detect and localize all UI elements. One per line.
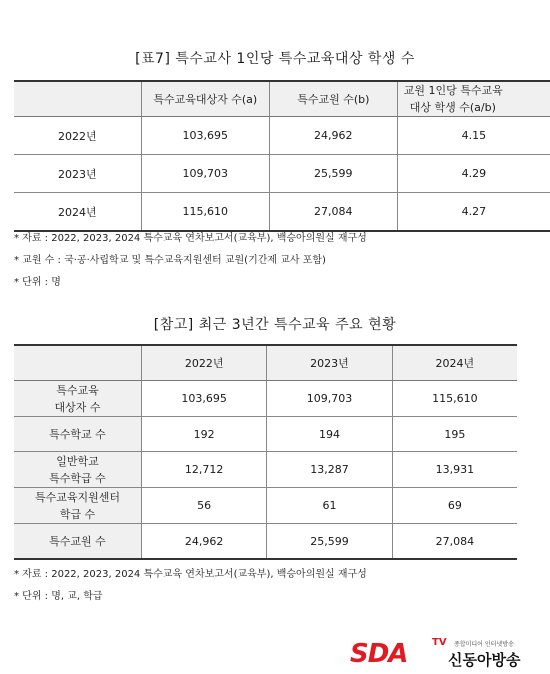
table2-cell: 25,599 (267, 524, 392, 560)
table-row (14, 417, 517, 452)
table2-row-label-line2: 학급 수 (59, 507, 96, 521)
broadcaster-logo (350, 637, 530, 667)
table1-cell: 24,962 (269, 117, 397, 155)
table2-row-label-line2: 대상자 수 (54, 400, 101, 414)
table1-header-a: 특수교육대상자 수(a) (141, 81, 269, 117)
table1-note-teachers: * 교원 수 : 국·공·사립학교 및 특수교육지원센터 교원(기간제 교사 포함) (14, 255, 326, 266)
table2-cell: 115,610 (392, 381, 517, 417)
table2 (14, 344, 517, 560)
table1-header-ratio (397, 81, 550, 117)
table1-row-label: 2023년 (14, 155, 141, 193)
table1-cell: 115,610 (141, 193, 269, 232)
table2-row-label: 특수학교 수 (14, 417, 142, 452)
table1-cell: 27,084 (269, 193, 397, 232)
table2-row-label (14, 488, 142, 524)
table2-header-empty (14, 345, 142, 381)
table1-notes (14, 228, 367, 294)
table2-cell: 195 (392, 417, 517, 452)
table1-caption: [표7] 특수교사 1인당 특수교육대상 학생 수 (135, 51, 415, 67)
logo-tv: TV (432, 637, 447, 648)
table1-row-label: 2024년 (14, 193, 141, 232)
table2-note-unit: * 단위 : 명, 교, 학급 (14, 591, 103, 602)
table1-note-source: * 자료 : 2022, 2023, 2024 특수교육 연차보고서(교육부), 백승아의원실 재구성 (14, 233, 367, 244)
table-row (14, 524, 517, 560)
table2-cell: 194 (267, 417, 392, 452)
table2-cell: 12,712 (142, 452, 267, 488)
table2-cell: 13,287 (267, 452, 392, 488)
table2-row-label-line1: 특수교육 (56, 383, 99, 397)
table2-header-year: 2023년 (267, 345, 392, 381)
table-row (14, 117, 550, 155)
table2-row-label-line1: 특수교육지원센터 (34, 490, 120, 504)
table2-cell: 103,695 (142, 381, 267, 417)
table2-cell: 27,084 (392, 524, 517, 560)
table1-header-b: 특수교원 수(b) (269, 81, 397, 117)
table1-row-label: 2022년 (14, 117, 141, 155)
logo-mark: SDA (350, 639, 408, 669)
table2-row-label (14, 381, 142, 417)
table2-cell: 61 (267, 488, 392, 524)
table2-row-label-line2: 특수학급 수 (49, 471, 106, 485)
table1-header-row (14, 81, 550, 117)
table1-cell: 25,599 (269, 155, 397, 193)
table2-cell: 69 (392, 488, 517, 524)
table-row (14, 381, 517, 417)
table-row (14, 488, 517, 524)
table2-cell: 56 (142, 488, 267, 524)
table2-cell: 109,703 (267, 381, 392, 417)
table1-note-unit: * 단위 : 명 (14, 277, 61, 288)
table1-cell: 4.15 (397, 117, 550, 155)
table2-row-label-line1: 일반학교 (56, 454, 99, 468)
table2-cell: 13,931 (392, 452, 517, 488)
table2-notes (14, 564, 367, 608)
table-row (14, 155, 550, 193)
table1-cell: 4.27 (397, 193, 550, 232)
table1-cell: 4.29 (397, 155, 550, 193)
table1-header-ratio-line2: 대상 학생 수(a/b) (409, 101, 496, 114)
table-row (14, 452, 517, 488)
table2-cell: 192 (142, 417, 267, 452)
table2-header-year: 2024년 (392, 345, 517, 381)
logo-tagline: 종합미디어 인터넷방송 (454, 641, 514, 648)
table2-row-label (14, 452, 142, 488)
table-row (14, 193, 550, 232)
table2-note-source: * 자료 : 2022, 2023, 2024 특수교육 연차보고서(교육부), 백승아의원실 재구성 (14, 569, 367, 580)
table2-cell: 24,962 (142, 524, 267, 560)
logo-name: 신동아방송 (448, 651, 521, 669)
table2-row-label: 특수교원 수 (14, 524, 142, 560)
table1-cell: 103,695 (141, 117, 269, 155)
table1-header-ratio-line1: 교원 1인당 특수교육 (403, 84, 503, 97)
table1-cell: 109,703 (141, 155, 269, 193)
table1 (14, 80, 550, 232)
table1-header-empty (14, 81, 141, 117)
table2-caption: [참고] 최근 3년간 특수교육 주요 현황 (153, 317, 397, 333)
table2-header-row (14, 345, 517, 381)
table2-header-year: 2022년 (142, 345, 267, 381)
